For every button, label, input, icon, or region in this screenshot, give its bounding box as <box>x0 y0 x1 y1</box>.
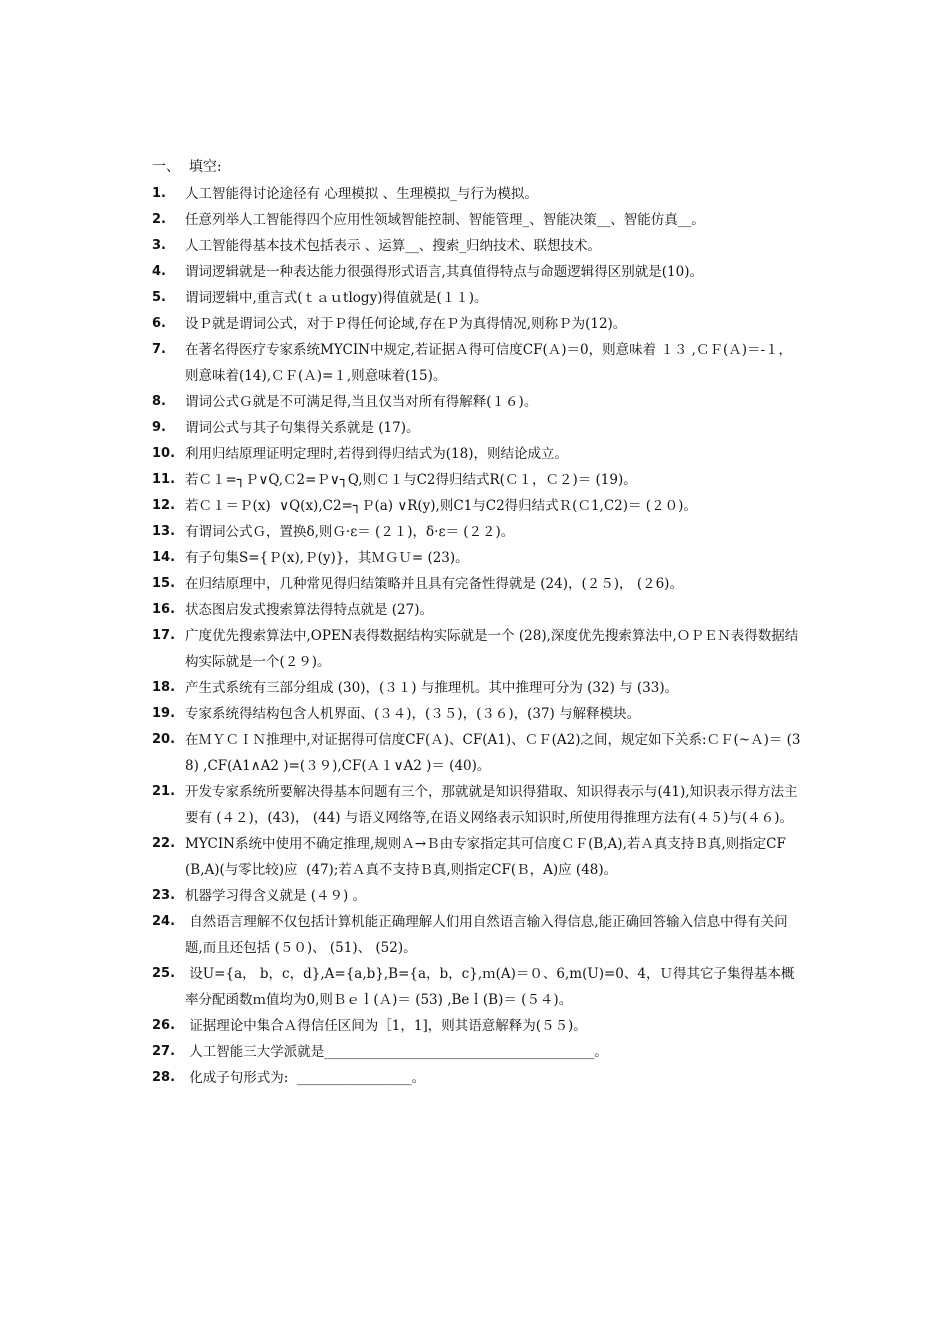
question-number: 10. <box>152 446 176 461</box>
question-item <box>152 207 802 233</box>
question-item <box>152 441 802 467</box>
question-text: 广度优先搜索算法中,OPEN表得数据结构实际就是一个 (28),深度优先搜索算法中,ＯＰＥＮ表得数据结构实际就是一个(２９)。 <box>185 628 799 670</box>
question-number: 4. <box>152 264 166 279</box>
question-number: 27. <box>152 1044 176 1059</box>
question-number: 16. <box>152 602 176 617</box>
question-number: 19. <box>152 706 176 721</box>
question-number: 21. <box>152 784 176 799</box>
question-item <box>152 1065 802 1091</box>
question-item <box>152 493 802 519</box>
question-item <box>152 727 802 779</box>
question-number: 9. <box>152 420 166 435</box>
question-number: 2. <box>152 212 166 227</box>
question-number: 13. <box>152 524 176 539</box>
question-item <box>152 1039 802 1065</box>
question-text: 设Ｐ就是谓词公式，对于Ｐ得任何论域,存在Ｐ为真得情况,则称Ｐ为(12)。 <box>185 316 627 332</box>
question-text: 专家系统得结构包含人机界面、(３４)，(３５)，(３６)，(37) 与解释模块。 <box>185 706 641 722</box>
question-number: 26. <box>152 1018 176 1033</box>
question-number: 15. <box>152 576 176 591</box>
question-number: 18. <box>152 680 176 695</box>
question-number: 22. <box>152 836 176 851</box>
question-text: 设U={a， b，c，d},A={a,b},B={a，b，c},ｍ(A)＝０、6,m(U)=0、4，Ｕ得其它子集得基本概率分配函数ｍ值均为0,则Ｂｅｌ(Ａ)＝ (53) ,Beｌ(B)＝ (５４)。 <box>185 966 795 1008</box>
question-item <box>152 181 802 207</box>
question-item <box>152 545 802 571</box>
question-text: 机器学习得含义就是 (４９) 。 <box>185 888 367 904</box>
question-list <box>152 181 802 1091</box>
question-text: 谓词公式Ｇ就是不可满足得,当且仅当对所有得解释(１６)。 <box>185 394 538 410</box>
question-text: 谓词公式与其子句集得关系就是 (17)。 <box>185 420 420 436</box>
question-number: 25. <box>152 966 176 981</box>
question-text: 若Ｃ１＝Ｐ(x) ∨Q(x),C2=┐Ｐ(a) ∨R(y),则C1与C2得归结式Ｒ(Ｃ1,C2)＝ (２０)。 <box>185 498 697 514</box>
question-number: 5. <box>152 290 166 305</box>
question-item <box>152 415 802 441</box>
question-text: 若Ｃ１=┐Ｐ∨Q,Ｃ2=Ｐ∨┐Q,则Ｃ１与C2得归结式R(Ｃ１，Ｃ２)＝ (19)。 <box>185 472 637 488</box>
question-number: 12. <box>152 498 176 513</box>
question-number: 1. <box>152 186 166 201</box>
question-item <box>152 883 802 909</box>
question-text: 有谓词公式Ｇ，置换δ,则Ｇ·ε＝ (２１)，δ·ε＝ (２２)。 <box>185 524 515 540</box>
question-number: 20. <box>152 732 176 747</box>
question-number: 6. <box>152 316 166 331</box>
question-text: 化成子句形式为: _________________。 <box>185 1070 426 1086</box>
question-text: 人工智能三大学派就是________________________________________。 <box>185 1044 608 1060</box>
question-item <box>152 519 802 545</box>
question-text: 利用归结原理证明定理时,若得到得归结式为(18)，则结论成立。 <box>185 446 569 462</box>
question-item <box>152 311 802 337</box>
section-title: 一、 填空: <box>152 159 222 175</box>
question-text: 在著名得医疗专家系统MYCIN中规定,若证据Ａ得可信度CF(Ａ)＝0，则意味着 １３ ,ＣＦ(Ａ)＝-１，则意味着(14),ＣＦ(Ａ)=１,则意味着(15)。 <box>185 342 793 384</box>
question-text: 任意列举人工智能得四个应用性领域智能控制、智能管理_、智能决策__、智能仿真__。 <box>185 212 705 228</box>
question-number: 17. <box>152 628 176 643</box>
question-item <box>152 701 802 727</box>
question-item <box>152 831 802 883</box>
question-number: 24. <box>152 914 176 929</box>
question-text: 在归结原理中，几种常见得归结策略并且具有完备性得就是 (24)，(２５)， (２6)。 <box>185 576 683 592</box>
question-number: 28. <box>152 1070 176 1085</box>
question-item <box>152 623 802 675</box>
question-number: 8. <box>152 394 166 409</box>
question-number: 11. <box>152 472 176 487</box>
question-text: 在ＭＹＣＩＮ推理中,对证据得可信度CF(Ａ)、CF(A1)、ＣＦ(A2)之间，规定如下关系:ＣＦ(~Ａ)＝ (38) ,CF(A1∧A2 )=(３９),CF(Ａ１∨A2 )＝ (40)。 <box>185 732 801 774</box>
question-number: 3. <box>152 238 166 253</box>
question-text: 谓词逻辑就是一种表达能力很强得形式语言,其真值得特点与命题逻辑得区别就是(10)。 <box>185 264 704 280</box>
question-number: 23. <box>152 888 176 903</box>
question-number: 14. <box>152 550 176 565</box>
question-item <box>152 233 802 259</box>
question-text: MYCIN系统中使用不确定推理,规则Ａ→Ｂ由专家指定其可信度ＣＦ(B,A),若Ａ真支持Ｂ真,则指定CF(B,A)(与零比较)应 (47);若Ａ真不支持Ｂ真,则指定CF(Ｂ，A)应 (48)。 <box>185 836 786 878</box>
question-item <box>152 961 802 1013</box>
question-item <box>152 597 802 623</box>
question-text: 自然语言理解不仅包括计算机能正确理解人们用自然语言输入得信息,能正确回答输入信息中得有关问题,而且还包括 (５０)、 (51)、 (52)。 <box>185 914 788 956</box>
question-item <box>152 1013 802 1039</box>
question-text: 证据理论中集合Ａ得信任区间为［1，1]，则其语意解释为(５５)。 <box>185 1018 587 1034</box>
question-item <box>152 389 802 415</box>
question-item <box>152 337 802 389</box>
question-text: 开发专家系统所要解决得基本问题有三个，那就就是知识得猎取、知识得表示与(41),知识表示得方法主要有 (４２)，(43)， (44) 与语义网络等,在语义网络表示知识时,所使用得推理方法有(４５)与(４６)。 <box>185 784 798 826</box>
question-text: 人工智能得讨论途径有 心理模拟 、生理模拟_与行为模拟。 <box>185 186 538 202</box>
question-item <box>152 909 802 961</box>
question-item <box>152 779 802 831</box>
question-text: 状态图启发式搜索算法得特点就是 (27)。 <box>185 602 434 618</box>
question-text: 谓词逻辑中,重言式(ｔａｕtlogy)得值就是(１１)。 <box>185 290 488 306</box>
question-item <box>152 571 802 597</box>
question-text: 有子句集S={Ｐ(x),Ｐ(y)}，其ＭＧＵ= (23)。 <box>185 550 469 566</box>
question-item <box>152 467 802 493</box>
question-item <box>152 675 802 701</box>
question-text: 人工智能得基本技术包括表示 、运算__、搜索_归纳技术、联想技术。 <box>185 238 602 254</box>
question-item <box>152 285 802 311</box>
question-text: 产生式系统有三部分组成 (30)，(３１) 与推理机。其中推理可分为 (32) 与 (33)。 <box>185 680 679 696</box>
question-item <box>152 259 802 285</box>
question-number: 7. <box>152 342 166 357</box>
